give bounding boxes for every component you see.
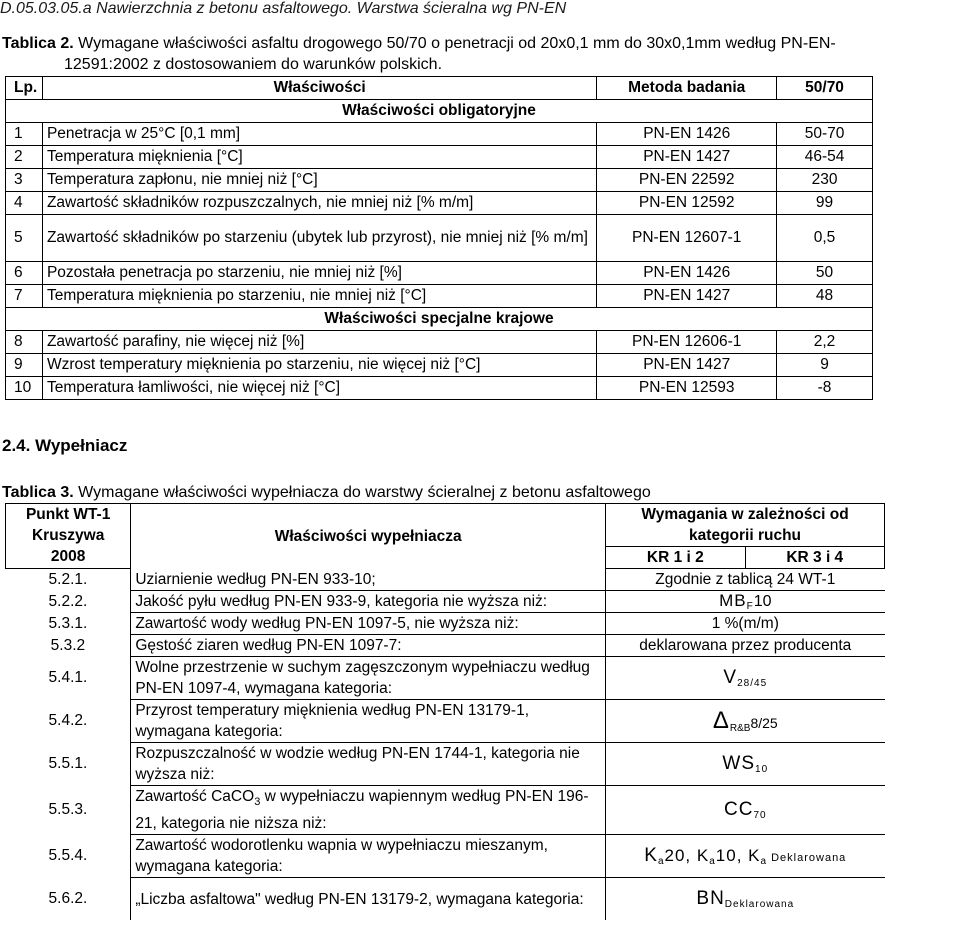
row-property: Temperatura mięknienia po starzeniu, nie mniej niż [°C] [42, 285, 596, 308]
section-obligatory: Właściwości obligatoryjne [6, 100, 873, 123]
row-requirement [606, 786, 885, 835]
req-symbol: V [723, 667, 738, 688]
row-property: Gęstość ziaren według PN-EN 1097-7: [131, 635, 606, 657]
prop-part-a: Zawartość CaCO [135, 788, 255, 805]
row-property: Zawartość składników rozpuszczalnych, nie mniej niż [% m/m] [42, 192, 596, 215]
table-row [6, 613, 885, 635]
col-header-point-line2: Kruszywa [6, 525, 131, 547]
req-k1-value: 20, K [664, 846, 710, 866]
col-header-method: Metoda badania [597, 77, 777, 100]
row-method: PN-EN 12607-1 [597, 215, 777, 262]
row-point: 5.6.2. [48, 889, 88, 907]
req-subscript: a [709, 856, 716, 868]
row-point: 5.2.1. [48, 570, 88, 588]
row-value: 50-70 [777, 123, 873, 146]
req-declared: Deklarowana [767, 852, 847, 865]
table-row [6, 146, 873, 169]
row-point: 5.3.1. [48, 614, 88, 632]
req-subscript: Deklarowana [724, 899, 795, 911]
row-method: PN-EN 1427 [597, 285, 777, 308]
row-lp: 9 [6, 354, 43, 377]
row-lp: 2 [6, 146, 43, 169]
row-value: -8 [777, 377, 873, 400]
prop-subscript: 3 [254, 796, 261, 809]
row-value: 9 [777, 354, 873, 377]
row-property: Zawartość parafiny, nie więcej niż [%] [42, 331, 596, 354]
row-property: Uziarnienie według PN-EN 933-10; [131, 569, 606, 591]
req-subscript: R&B [729, 723, 751, 734]
row-method: PN-EN 12606-1 [597, 331, 777, 354]
row-property: Wolne przestrzenie w suchym zagęszczonym wypełniaczu według PN-EN 1097-4, wymagana kategoria: [131, 657, 606, 700]
row-lp: 8 [6, 331, 43, 354]
row-requirement: deklarowana przez producenta [606, 635, 885, 657]
col-header-point-line3: 2008 [6, 547, 131, 569]
row-method: PN-EN 1427 [597, 354, 777, 377]
document-header: D.05.03.05.a Nawierzchnia z betonu asfaltowego. Warstwa ścieralna wg PN-EN [0, 0, 567, 17]
req-k2-value: 10, K [715, 846, 761, 866]
table-row [6, 215, 873, 262]
row-point: 5.5.3. [48, 801, 88, 819]
row-lp: 1 [6, 123, 43, 146]
table-row [6, 262, 873, 285]
row-property: Pozostała penetracja po starzeniu, nie mniej niż [%] [42, 262, 596, 285]
row-requirement [606, 591, 885, 613]
table-row [6, 591, 885, 613]
req-symbol: WS [722, 753, 756, 774]
row-lp: 3 [6, 169, 43, 192]
req-subscript: a [760, 856, 768, 868]
table-row [6, 835, 885, 878]
row-property: Zawartość składników po starzeniu (ubytek lub przyrost), nie mniej niż [% m/m] [42, 215, 596, 262]
req-symbol: BN [696, 888, 725, 910]
req-symbol: MB [719, 591, 747, 610]
col-header-requirements-line2: kategorii ruchu [606, 525, 885, 547]
row-value: 48 [777, 285, 873, 308]
table-row [6, 331, 873, 354]
req-symbol: CC [724, 799, 754, 821]
req-subscript: 28/45 [737, 678, 768, 689]
col-header-property: Właściwości wypełniacza [131, 504, 606, 569]
row-property: Jakość pyłu według PN-EN 933-9, kategoria nie wyższa niż: [131, 591, 606, 613]
req-subscript: F [746, 601, 754, 612]
row-value: 0,5 [777, 215, 873, 262]
col-header-requirements: Wymagania w zależności od [606, 504, 885, 526]
row-method: PN-EN 1426 [597, 262, 777, 285]
delta-icon: Δ [712, 707, 730, 734]
row-requirement: 1 %(m/m) [606, 613, 885, 635]
table-row [6, 569, 885, 591]
row-point: 5.2.2. [48, 592, 88, 610]
table2-caption-label: Tablica 2. [2, 35, 74, 52]
col-header-kr12: KR 1 i 2 [606, 547, 745, 569]
table-row [6, 285, 873, 308]
col-header-lp: Lp. [6, 77, 43, 100]
table3-caption-text: Wymagane właściwości wypełniacza do warstwy ścieralnej z betonu asfaltowego [73, 484, 651, 501]
table-row [6, 123, 873, 146]
row-requirement [606, 835, 885, 878]
req-subscript: a [657, 856, 665, 868]
table2-caption-line2: 12591:2002 z dostosowaniem do warunków polskich. [64, 56, 443, 73]
table3-header-row [6, 504, 885, 526]
col-header-property: Właściwości [42, 77, 596, 100]
row-property: Temperatura mięknienia [°C] [42, 146, 596, 169]
section-heading: 2.4. Wypełniacz [2, 436, 128, 455]
table3-caption [2, 482, 651, 503]
row-requirement [606, 743, 885, 786]
row-requirement [606, 700, 885, 743]
row-property: Wzrost temperatury mięknienia po starzeniu, nie więcej niż [°C] [42, 354, 596, 377]
table-row [6, 700, 885, 743]
row-value: 50 [777, 262, 873, 285]
prop-part-b: w wypełniaczu wapiennym według PN-EN 196-21, kategoria nie niższa niż: [135, 788, 589, 833]
row-value: 46-54 [777, 146, 873, 169]
row-property: Temperatura łamliwości, nie więcej niż [°C] [42, 377, 596, 400]
req-tail: 8/25 [750, 715, 778, 731]
req-k: K [644, 845, 658, 867]
row-method: PN-EN 12593 [597, 377, 777, 400]
req-subscript: 70 [753, 810, 767, 822]
row-property: „Liczba asfaltowa" według PN-EN 13179-2, wymagana kategoria: [131, 878, 606, 921]
row-requirement: Zgodnie z tablicą 24 WT-1 [606, 569, 885, 591]
row-method: PN-EN 12592 [597, 192, 777, 215]
table-row [6, 354, 873, 377]
row-value: 2,2 [777, 331, 873, 354]
table2-caption-text: Wymagane właściwości asfaltu drogowego 50/70 o penetracji od 20x0,1 mm do 30x0,1mm według PN-EN- [73, 35, 836, 52]
col-header-value: 50/70 [777, 77, 873, 100]
section-special: Właściwości specjalne krajowe [6, 308, 873, 331]
row-point: 5.4.1. [48, 669, 88, 686]
row-property: Zawartość wodorotlenku wapnia w wypełniaczu mieszanym, wymagana kategoria: [131, 835, 606, 878]
table-row [6, 169, 873, 192]
row-method: PN-EN 1426 [597, 123, 777, 146]
table-row [6, 635, 885, 657]
row-property: Przyrost temperatury mięknienia według PN-EN 13179-1, wymagana kategoria: [131, 700, 606, 743]
row-method: PN-EN 22592 [597, 169, 777, 192]
row-property: Rozpuszczalność w wodzie według PN-EN 1744-1, kategoria nie wyższa niż: [131, 743, 606, 786]
row-requirement [606, 878, 885, 921]
table3 [5, 503, 885, 920]
col-header-point: Punkt WT-1 [6, 504, 131, 526]
row-lp: 6 [6, 262, 43, 285]
table-row [6, 657, 885, 700]
row-property: Temperatura zapłonu, nie mniej niż [°C] [42, 169, 596, 192]
table-row [6, 743, 885, 786]
row-value: 99 [777, 192, 873, 215]
row-property: Penetracja w 25°C [0,1 mm] [42, 123, 596, 146]
table2 [5, 76, 873, 400]
row-property: Zawartość wody według PN-EN 1097-5, nie wyższa niż: [131, 613, 606, 635]
row-property [131, 786, 606, 835]
table2-header-row [6, 77, 873, 100]
row-point: 5.4.2. [48, 712, 88, 729]
row-point: 5.3.2 [50, 636, 86, 654]
row-requirement [606, 657, 885, 700]
table-row [6, 192, 873, 215]
row-point: 5.5.4. [48, 847, 88, 865]
table-row [6, 377, 873, 400]
row-value: 230 [777, 169, 873, 192]
row-point: 5.5.1. [48, 755, 88, 772]
table-row [6, 786, 885, 835]
row-lp: 5 [6, 215, 43, 262]
col-header-kr34: KR 3 i 4 [745, 547, 884, 569]
table-row [6, 878, 885, 921]
table2-caption [2, 33, 836, 75]
row-lp: 10 [6, 377, 43, 400]
row-lp: 4 [6, 192, 43, 215]
req-subscript: 10 [755, 764, 769, 775]
row-lp: 7 [6, 285, 43, 308]
req-tail: 10 [753, 593, 772, 610]
table3-caption-label: Tablica 3. [2, 484, 74, 501]
row-method: PN-EN 1427 [597, 146, 777, 169]
